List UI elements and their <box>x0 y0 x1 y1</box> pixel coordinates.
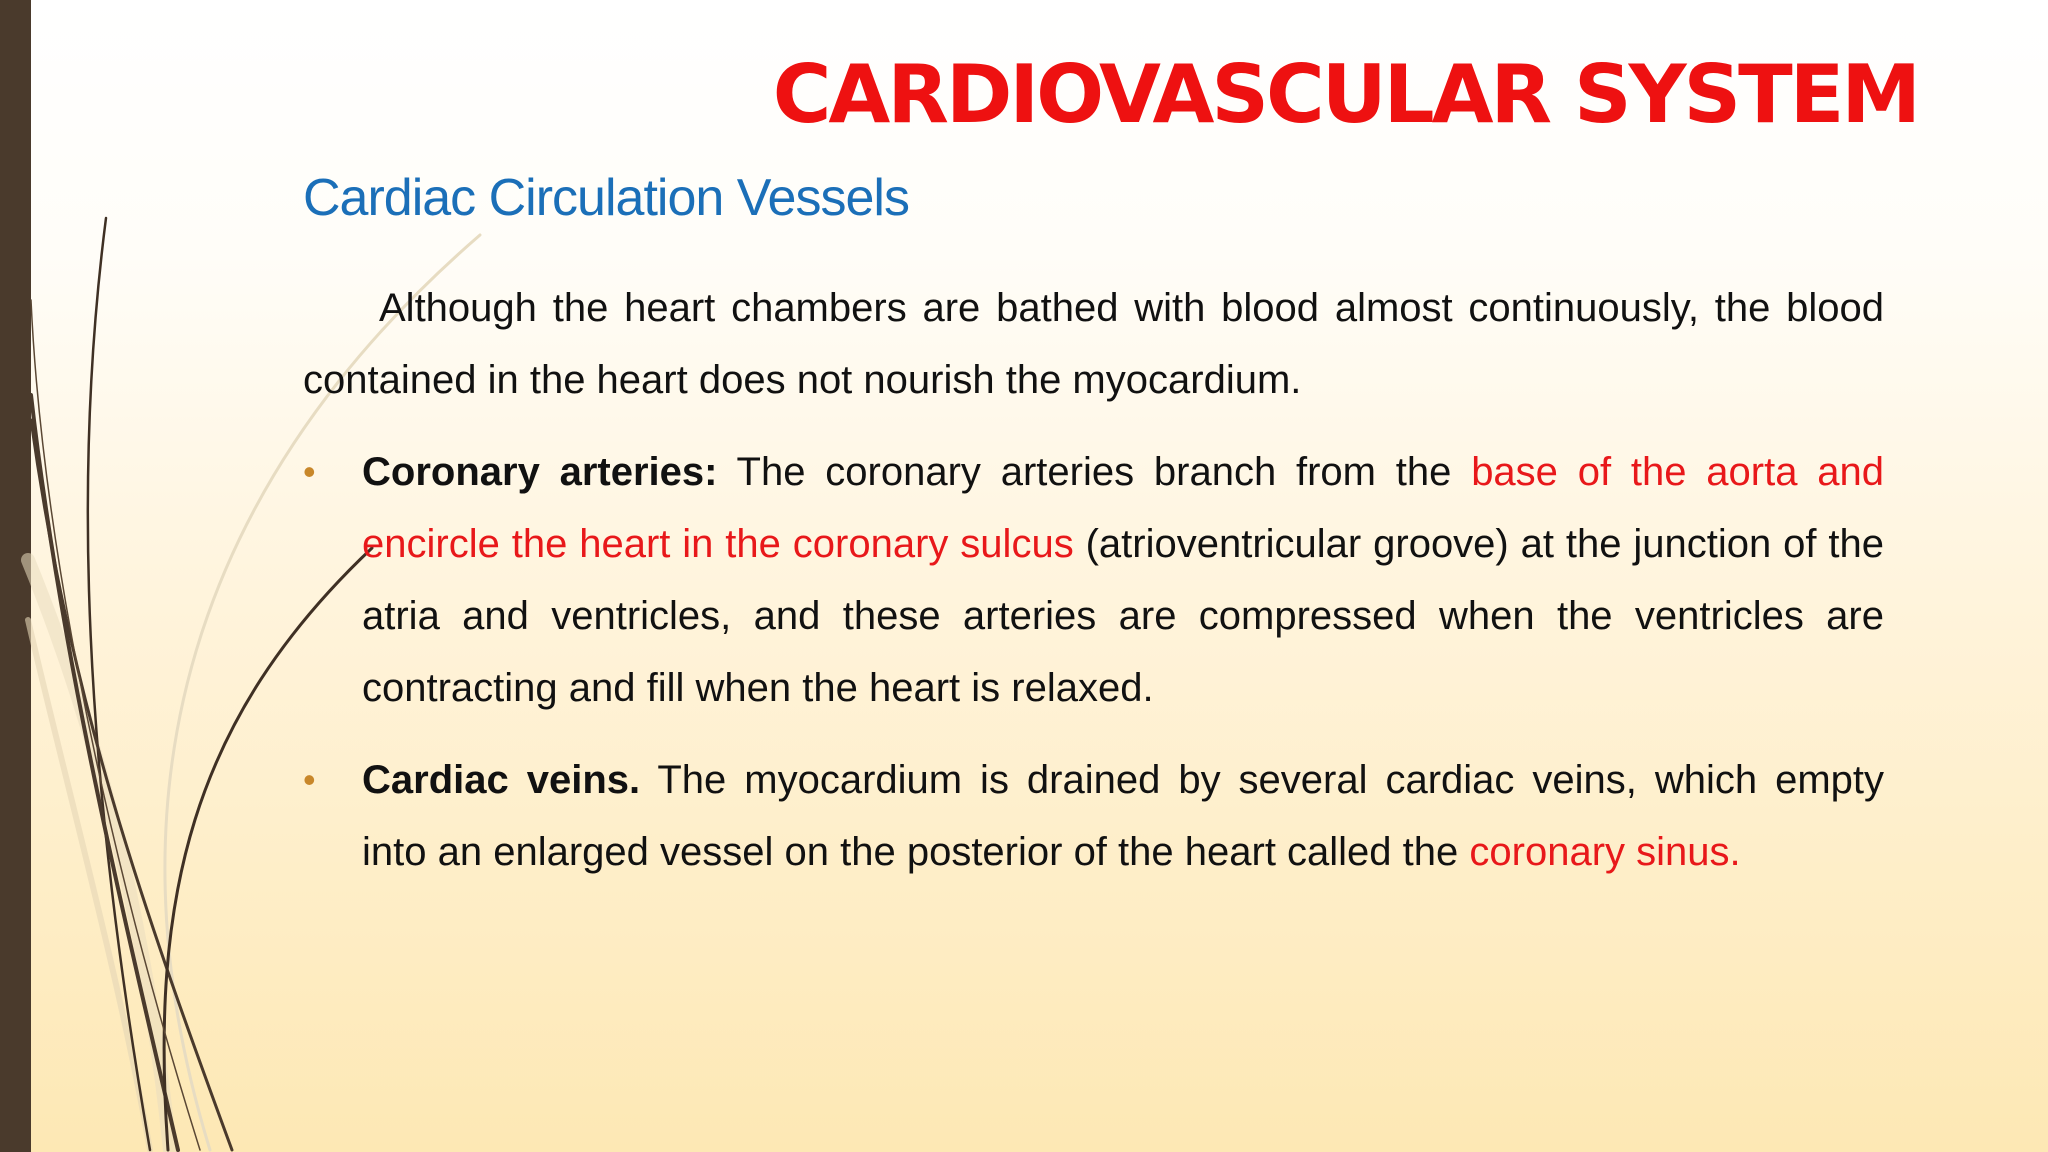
slide-content <box>303 272 1884 908</box>
bullet-list <box>303 436 1884 888</box>
bullet-cardiac-veins <box>303 744 1884 888</box>
slide-title: CARDIOVASCULAR SYSTEM <box>772 48 1918 141</box>
swoosh-dark-5 <box>31 300 200 1150</box>
bullet-coronary-arteries <box>303 436 1884 724</box>
bullet-text: The coronary arteries branch from the <box>717 450 1472 494</box>
bullet-highlight: base of the aorta and encircle the heart in the coronary sulcus <box>362 450 1884 566</box>
bullet-text-after: (atrioventricular groove) at the junction of the atria and ventricles, and these arteries are compressed when the ventricles are contracting and fill when the heart is relaxed. <box>362 522 1885 710</box>
swoosh-light-2 <box>28 560 170 1150</box>
bullet-dot-icon: • <box>303 759 316 800</box>
bullet-dot-icon: • <box>303 451 316 492</box>
bullet-term: Cardiac veins. <box>362 758 641 802</box>
bullet-term: Coronary arteries: <box>362 450 718 494</box>
bullet-text: The myocardium is drained by several cardiac veins, which empty into an enlarged vessel on the posterior of the heart called the <box>362 758 1885 874</box>
intro-paragraph: Although the heart chambers are bathed with blood almost continuously, the blood contained in the heart does not nourish the myocardium. <box>303 286 1884 402</box>
slide-subtitle: Cardiac Circulation Vessels <box>303 169 909 227</box>
bullet-highlight: coronary sinus. <box>1469 830 1741 874</box>
